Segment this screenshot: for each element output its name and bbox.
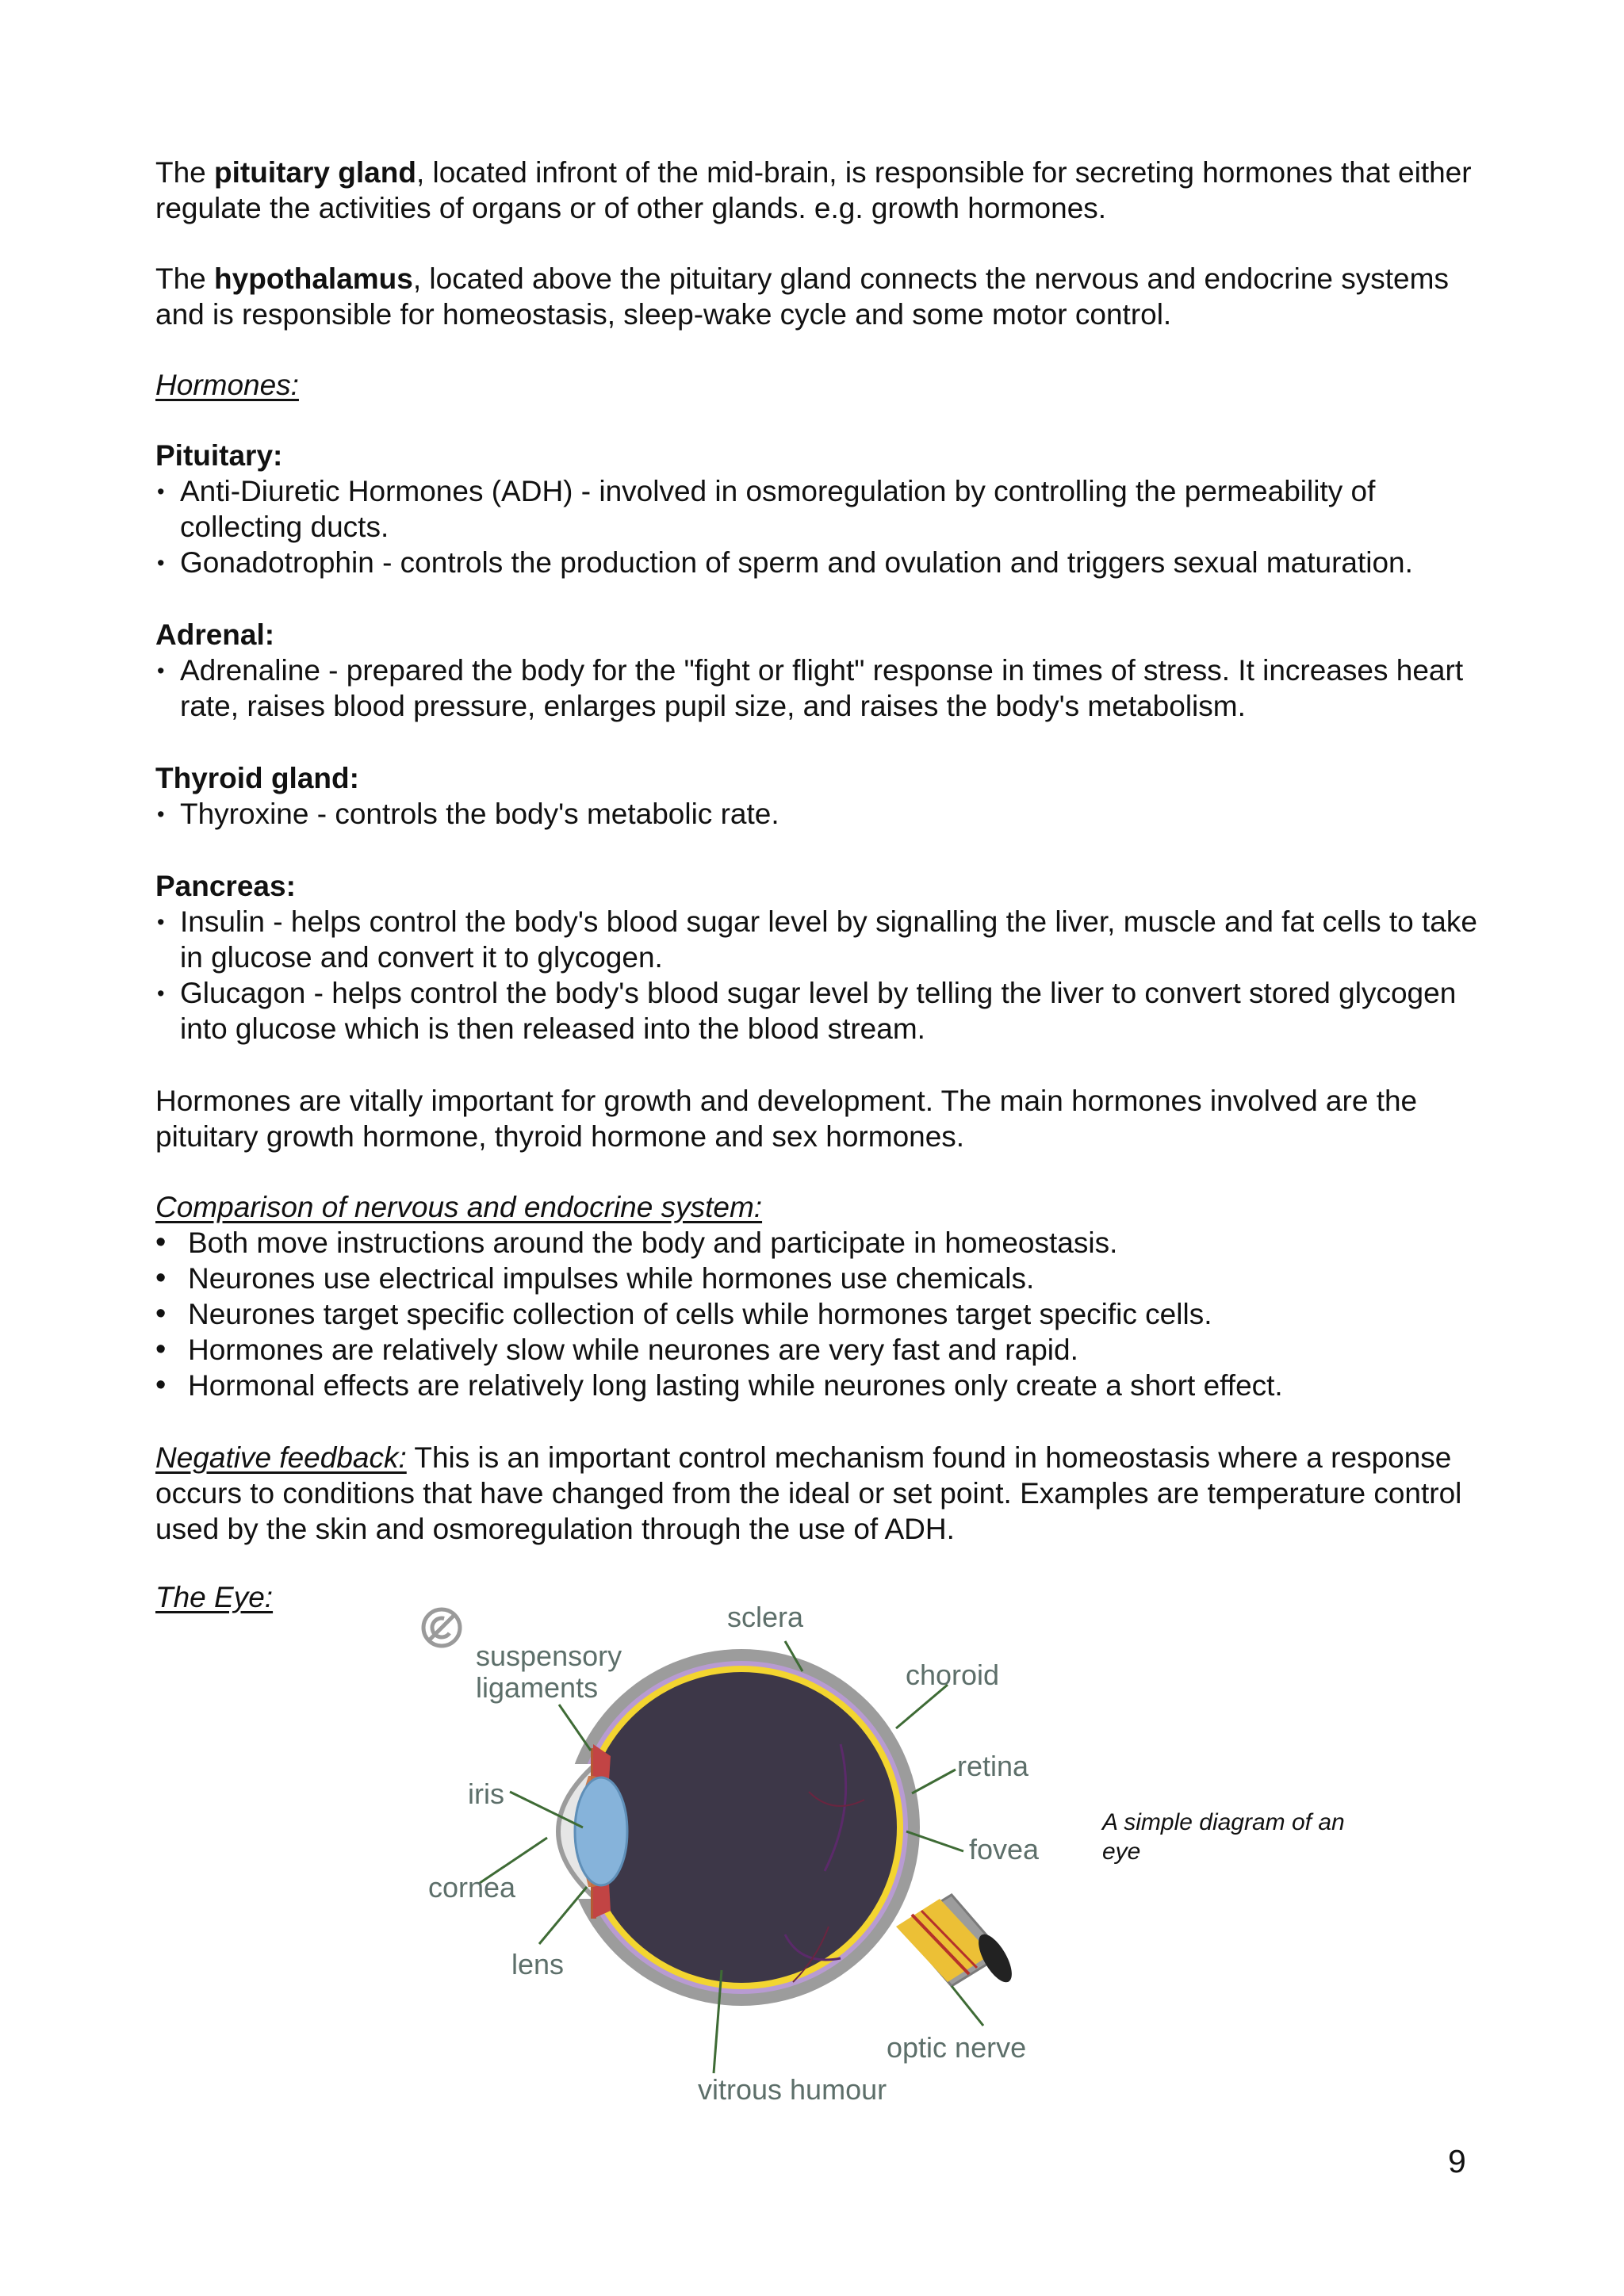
vitreous-interior (586, 1672, 897, 1983)
label-cornea: cornea (428, 1871, 516, 1904)
list-item: • Neurones use electrical impulses while hormones use chemicals. (155, 1261, 1503, 1296)
thyroid-heading: Thyroid gland: (155, 762, 359, 794)
list-item: • Neurones target specific collection of cells while hormones target specific cells. (155, 1296, 1503, 1332)
comparison-section (155, 1189, 1503, 1403)
list-item: • Hormonal effects are relatively long lasting while neurones only create a short effect. (155, 1368, 1503, 1403)
label-vitrous-humour: vitrous humour (698, 2073, 887, 2106)
label-fovea: fovea (969, 1833, 1040, 1866)
optic-nerve-shape (896, 1895, 1018, 1987)
label-suspensory-line1: suspensory (476, 1640, 622, 1672)
pituitary-gland-term: pituitary gland (214, 156, 416, 189)
list-item: • Anti-Diuretic Hormones (ADH) - involved in osmoregulation by controlling the permeability of collecting ducts. (155, 473, 1503, 545)
label-retina: retina (957, 1750, 1029, 1782)
hypothalamus-term: hypothalamus (214, 262, 413, 295)
pituitary-list (155, 473, 1503, 580)
comparison-title: Comparison of nervous and endocrine system: (155, 1191, 763, 1223)
page-content (155, 155, 1503, 1582)
pancreas-section (155, 868, 1503, 1047)
growth-paragraph: Hormones are vitally important for growth and development. The main hormones involved are the pituitary growth hormone, thyroid hormone and sex hormones. (155, 1085, 1418, 1153)
list-item: • Glucagon - helps control the body's blood sugar level by telling the liver to convert stored glycogen into glucose which is then released into the blood stream. (155, 975, 1503, 1047)
pituitary-gland-paragraph (155, 155, 1503, 226)
label-iris: iris (468, 1777, 504, 1810)
adrenal-section (155, 617, 1503, 724)
para2-post: , located above the pituitary gland connects the nervous and endocrine systems and is responsible for homeostasis, sleep-wake cycle and some motor control. (155, 262, 1449, 331)
pancreas-heading: Pancreas: (155, 870, 296, 902)
page-number: 9 (1448, 2143, 1466, 2179)
list-item: • Insulin - helps control the body's blood sugar level by signalling the liver, muscle and fat cells to take in glucose and convert it to glycogen. (155, 904, 1503, 975)
list-item: • Both move instructions around the body and participate in homeostasis. (155, 1225, 1503, 1261)
list-item: • Adrenaline - prepared the body for the "fight or flight" response in times of stress. It increases heart rate, raises blood pressure, enlarges pupil size, and raises the body's metabolism. (155, 652, 1503, 724)
hypothalamus-paragraph (155, 261, 1503, 332)
eye-diagram-caption: A simple diagram of an eye (1102, 1809, 1345, 1865)
label-optic-nerve: optic nerve (887, 2031, 1027, 2064)
list-item: • Gonadotrophin - controls the production of sperm and ovulation and triggers sexual maturation. (155, 545, 1503, 580)
adrenal-heading: Adrenal: (155, 618, 275, 651)
list-item: • Hormones are relatively slow while neurones are very fast and rapid. (155, 1332, 1503, 1368)
pituitary-heading: Pituitary: (155, 439, 283, 472)
para2-pre: The (155, 262, 215, 295)
negative-feedback-title: Negative feedback: (155, 1441, 407, 1474)
label-suspensory-line2: ligaments (476, 1671, 599, 1704)
pituitary-section (155, 438, 1503, 580)
para1-post: , located infront of the mid-brain, is responsible for secreting hormones that either regulate the activities of organs or of other glands. e.g. growth hormones. (155, 156, 1472, 224)
thyroid-section (155, 760, 1503, 832)
pancreas-list (155, 904, 1503, 1047)
adrenal-list (155, 652, 1503, 724)
label-choroid: choroid (906, 1659, 1000, 1691)
hormones-section-title: Hormones: (155, 369, 299, 401)
negative-feedback-paragraph (155, 1440, 1503, 1547)
eye-section-title: The Eye: (155, 1581, 274, 1613)
lens-shape (575, 1777, 627, 1885)
comparison-list (155, 1225, 1503, 1403)
para1-pre: The (155, 156, 215, 189)
eye-diagram (412, 1586, 1063, 2117)
label-lens: lens (511, 1948, 565, 1980)
thyroid-list (155, 796, 1503, 832)
negative-feedback-text: This is an important control mechanism found in homeostasis where a response occurs to conditions that have changed from the ideal or set point. Examples are temperature control used by the skin and osmoregulation through the use of ADH. (155, 1441, 1462, 1545)
label-sclera: sclera (727, 1601, 804, 1633)
no-copyright-icon (423, 1609, 460, 1646)
list-item: • Thyroxine - controls the body's metabolic rate. (155, 796, 1503, 832)
